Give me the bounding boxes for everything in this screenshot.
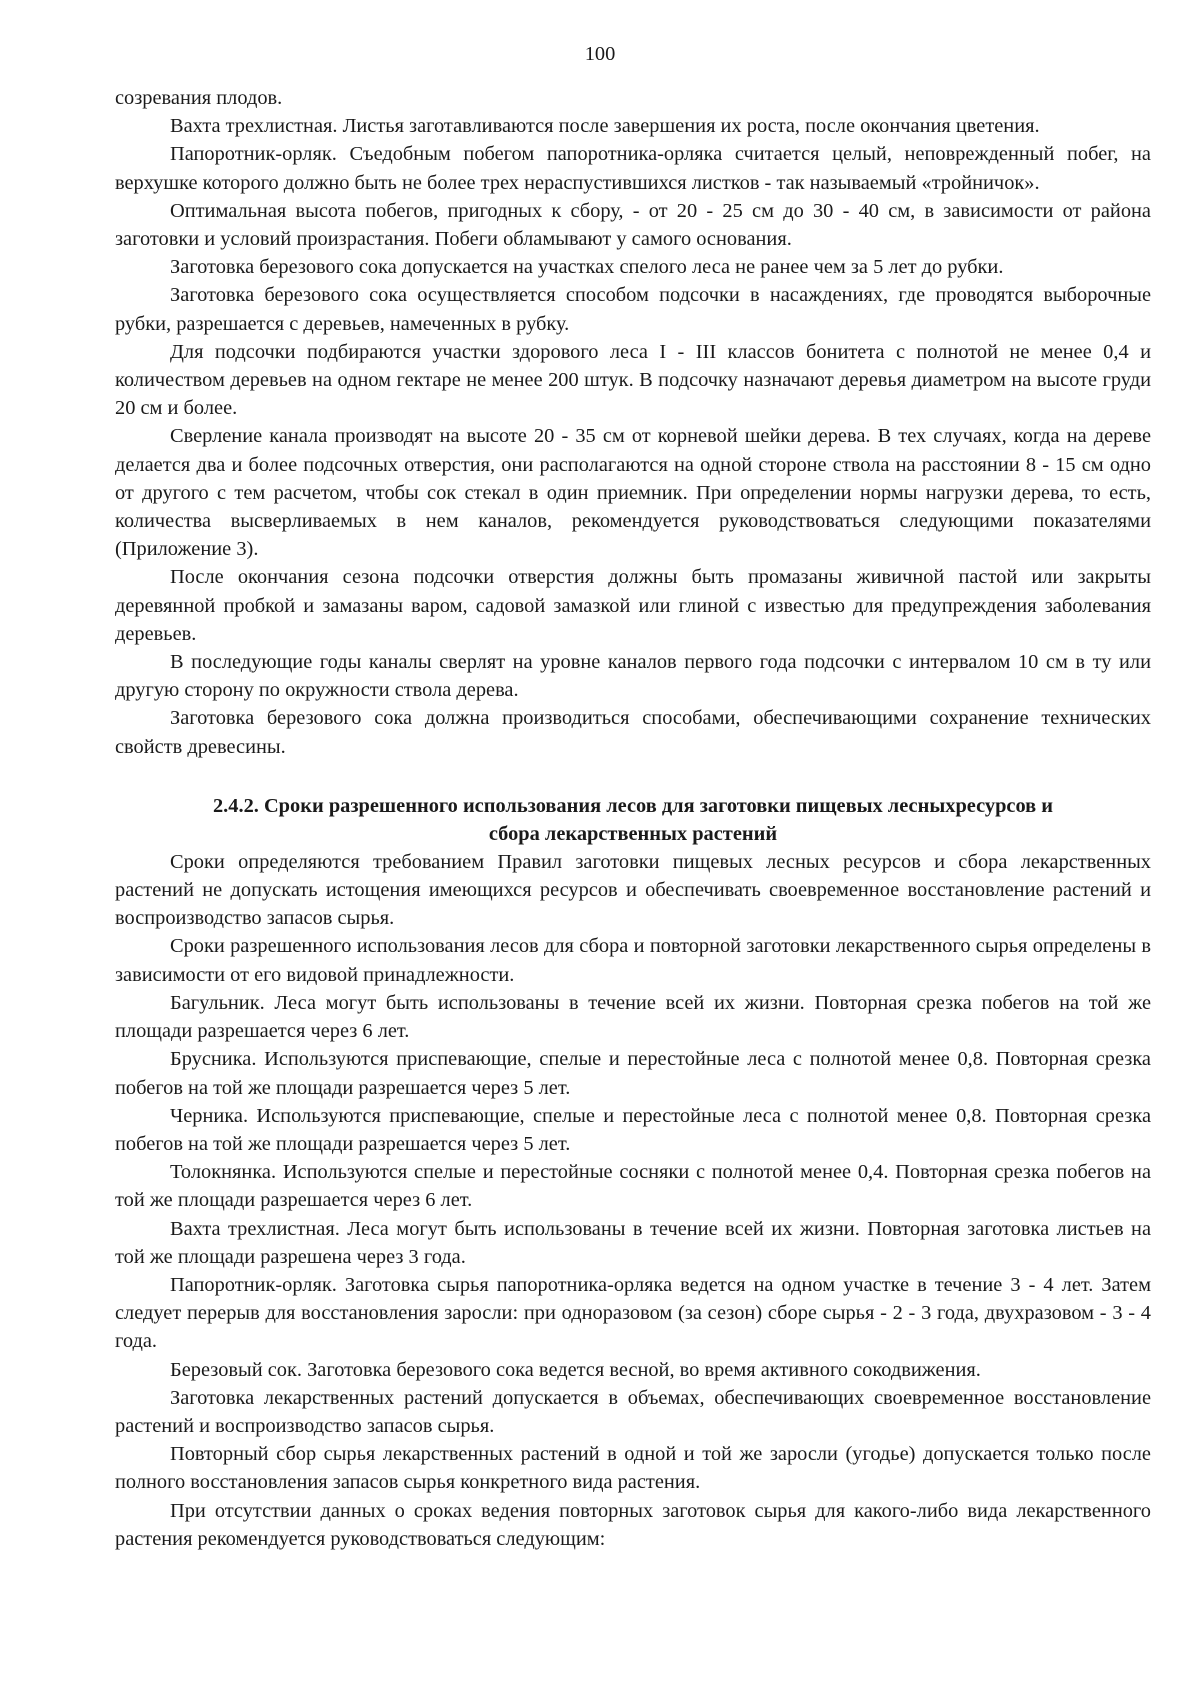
paragraph: Папоротник-орляк. Съедобным побегом папоротника-орляка считается целый, неповрежденный побег, на верхушке которого должно быть не более трех нераспустившихся листков - так называемый «тройничок». [115,143,1151,194]
page-body [115,84,1151,1553]
paragraph: Заготовка березового сока должна производиться способами, обеспечивающими сохранение технических свойств древесины. [115,707,1151,758]
section-heading-line: 2.4.2. Сроки разрешенного использования лесов для заготовки пищевых лесныхресурсов и [212,794,1054,817]
paragraph: При отсутствии данных о сроках ведения повторных заготовок сырья для какого-либо вида лекарственного растения рекомендуется руководствоваться следующим: [115,1499,1151,1550]
paragraph: Заготовка березового сока осуществляется способом подсочки в насаждениях, где проводятся выборочные рубки, разрешается с деревьев, намеченных в рубку. [115,284,1151,335]
paragraph: Папоротник-орляк. Заготовка сырья папоротника-орляка ведется на одном участке в течение 3 - 4 лет. Затем следует перерыв для восстановления заросли: при одноразовом (за сезон) сборе сырья - 2 - 3 года, двухразовом - 3 - 4 года. [115,1273,1151,1353]
paragraph: Заготовка березового сока допускается на участках спелого леса не ранее чем за 5 лет до рубки. [170,256,1004,279]
paragraph: Для подсочки подбираются участки здорового леса I - III классов бонитета с полнотой не менее 0,4 и количеством деревьев на одном гектаре не менее 200 штук. В подсочку назначают деревья диаметром на высоте груди 20 см и более. [115,340,1151,420]
paragraph: Сроки разрешенного использования лесов для сбора и повторной заготовки лекарственного сырья определены в зависимости от его видовой принадлежности. [115,935,1151,986]
paragraph: В последующие годы каналы сверлят на уровне каналов первого года подсочки с интервалом 10 см в ту или другую сторону по окружности ствола дерева. [115,651,1151,702]
paragraph: Оптимальная высота побегов, пригодных к сбору, - от 20 - 25 см до 30 - 40 см, в зависимости от района заготовки и условий произрастания. Побеги обламывают у самого основания. [115,199,1151,251]
paragraph: Багульник. Леса могут быть использованы в течение всей их жизни. Повторная срезка побегов на той же площади разрешается через 6 лет. [115,991,1151,1043]
section-heading-line: сбора лекарственных растений [488,822,778,845]
paragraph: Толокнянка. Используются спелые и перестойные сосняки с полнотой менее 0,4. Повторная срезка побегов на той же площади разрешается через 6 лет. [115,1161,1151,1212]
paragraph: Вахта трехлистная. Листья заготавливаются после завершения их роста, после окончания цветения. [170,115,1040,138]
paragraph: Сроки определяются требованием Правил заготовки пищевых лесных ресурсов и сбора лекарственных растений не допускать истощения имеющихся ресурсов и обеспечивать своевременное восстановление растений и воспроизводство запасов сырья. [115,850,1151,930]
paragraph: Заготовка лекарственных растений допускается в объемах, обеспечивающих своевременное восстановление растений и воспроизводство запасов сырья. [115,1386,1151,1437]
paragraph: После окончания сезона подсочки отверстия должны быть промазаны живичной пастой или закрыты деревянной пробкой и замазаны варом, садовой замазкой или глиной с известью для предупреждения заболевания деревьев. [115,566,1151,645]
page-number: 100 [584,43,616,65]
paragraph: Березовый сок. Заготовка березового сока ведется весной, во время активного сокодвижения. [170,1358,981,1381]
section-heading [115,792,1151,848]
paragraph: Сверление канала производят на высоте 20 - 35 см от корневой шейки дерева. В тех случаях, когда на дереве делается два и более подсочных отверстия, они располагаются на одной стороне ствола на расстоянии 8 - 15 см одно от другого с тем расчетом, чтобы сок стекал в один приемник. При определении нормы нагрузки дерева, то есть, количества высверливаемых в нем каналов, рекомендуется руководствоваться следующими показателями (Приложение 3). [115,425,1151,561]
paragraph: Вахта трехлистная. Леса могут быть использованы в течение всей их жизни. Повторная заготовка листьев на той же площади разрешена через 3 года. [115,1217,1151,1268]
paragraph: Черника. Используются приспевающие, спелые и перестойные леса с полнотой менее 0,8. Повторная срезка побегов на той же площади разрешается через 5 лет. [115,1104,1151,1155]
paragraph: Брусника. Используются приспевающие, спелые и перестойные леса с полнотой менее 0,8. Повторная срезка побегов на той же площади разрешается через 5 лет. [115,1048,1151,1099]
paragraph-continuation: созревания плодов. [115,87,283,109]
paragraph: Повторный сбор сырья лекарственных растений в одной и той же заросли (угодье) допускается только после полного восстановления запасов сырья конкретного вида растения. [115,1443,1151,1494]
